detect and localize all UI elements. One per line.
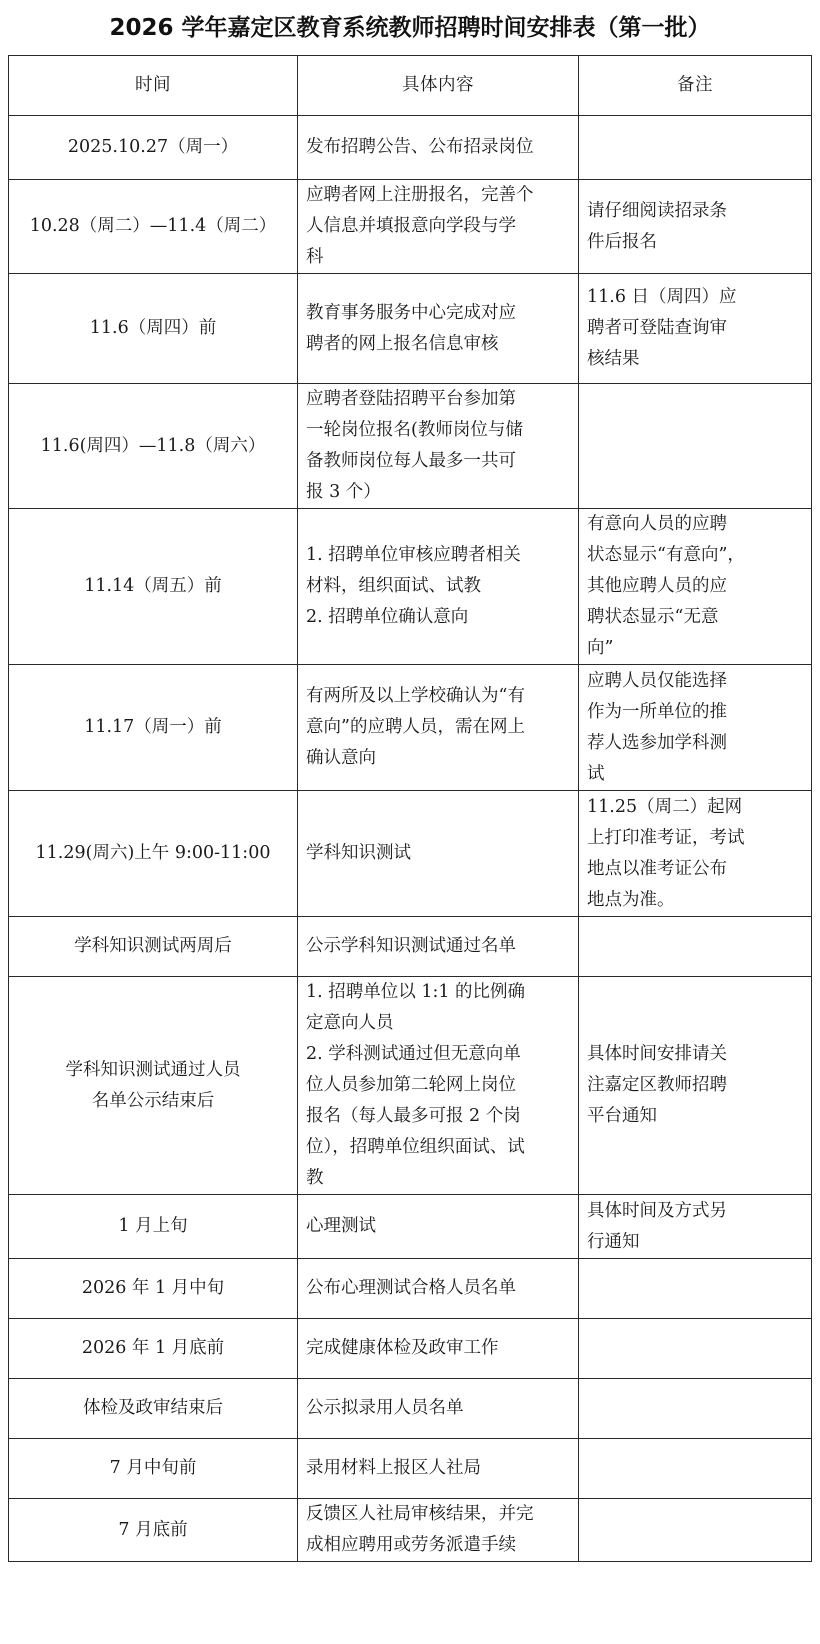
cell-content <box>298 791 579 917</box>
table-row <box>9 1195 812 1259</box>
cell-note-line: 11.25（周二）起网 <box>587 796 743 817</box>
cell-time: 2025.10.27（周一） <box>9 116 298 180</box>
cell-content-line: 发布招聘公告、公布招录岗位 <box>306 137 534 157</box>
table-row <box>9 665 812 791</box>
cell-content-line: 报名（每人最多可报 2 个岗 <box>306 1106 521 1126</box>
cell-content-line: 1. 招聘单位审核应聘者相关 <box>306 545 521 565</box>
cell-note <box>579 274 812 384</box>
table-row <box>9 1439 812 1499</box>
cell-content-line: 2. 学科测试通过但无意向单 <box>306 1044 521 1064</box>
cell-time <box>9 977 298 1195</box>
cell-content-line: 公示学科知识测试通过名单 <box>306 936 516 956</box>
cell-content-line: 人信息并填报意向学段与学 <box>306 216 516 236</box>
cell-note <box>579 1379 812 1439</box>
cell-content <box>298 977 579 1195</box>
cell-content <box>298 384 579 509</box>
cell-time: 11.6（周四）前 <box>9 274 298 384</box>
page-title: 2026 学年嘉定区教育系统教师招聘时间安排表（第一批） <box>109 15 711 41</box>
cell-time: 11.17（周一）前 <box>9 665 298 791</box>
cell-note <box>579 1259 812 1319</box>
header-note: 备注 <box>579 56 812 116</box>
cell-note <box>579 977 812 1195</box>
cell-content-line: 有两所及以上学校确认为“有 <box>306 686 525 706</box>
cell-note-line: 其他应聘人员的应 <box>587 576 727 596</box>
cell-content <box>298 180 579 274</box>
cell-content <box>298 1499 579 1562</box>
cell-note-line: 行通知 <box>587 1231 640 1252</box>
cell-note <box>579 384 812 509</box>
table-body <box>9 116 812 1562</box>
cell-time: 7 月中旬前 <box>9 1439 298 1499</box>
cell-note-line: 请仔细阅读招录条 <box>587 200 727 221</box>
cell-content-line: 完成健康体检及政审工作 <box>306 1338 499 1358</box>
cell-content <box>298 116 579 180</box>
cell-note-line: 聘者可登陆查询审 <box>587 318 727 338</box>
cell-content-line: 教 <box>306 1168 324 1188</box>
table-row <box>9 274 812 384</box>
cell-note <box>579 180 812 274</box>
cell-content-line: 成相应聘用或劳务派遣手续 <box>306 1535 516 1555</box>
header-time: 时间 <box>9 56 298 116</box>
cell-content-line: 1. 招聘单位以 1:1 的比例确 <box>306 982 526 1002</box>
cell-time-line: 名单公示结束后 <box>91 1090 215 1111</box>
cell-note-line: 注嘉定区教师招聘 <box>587 1075 727 1095</box>
cell-note <box>579 665 812 791</box>
table-row <box>9 180 812 274</box>
cell-time: 11.29(周六)上午 9:00-11:00 <box>9 791 298 917</box>
cell-note-line: 地点为准。 <box>587 889 675 910</box>
cell-time: 7 月底前 <box>9 1499 298 1562</box>
cell-content-line: 定意向人员 <box>306 1013 394 1033</box>
cell-note <box>579 1195 812 1259</box>
table-row <box>9 116 812 180</box>
cell-content-line: 教育事务服务中心完成对应 <box>306 302 516 323</box>
cell-content-line: 位），招聘单位组织面试、试 <box>306 1137 525 1157</box>
cell-note <box>579 1439 812 1499</box>
cell-note-line: 作为一所单位的推 <box>587 701 727 722</box>
cell-note-line: 状态显示“有意向”， <box>587 545 745 565</box>
cell-content-line: 聘者的网上报名信息审核 <box>306 333 499 354</box>
cell-content <box>298 274 579 384</box>
cell-note <box>579 791 812 917</box>
table-row <box>9 977 812 1195</box>
cell-content-line: 科 <box>306 247 324 267</box>
cell-note-line: 核结果 <box>587 349 640 369</box>
cell-content <box>298 509 579 665</box>
cell-time: 2026 年 1 月中旬 <box>9 1259 298 1319</box>
cell-content <box>298 665 579 791</box>
cell-note-line: 聘状态显示“无意 <box>587 607 719 627</box>
cell-note <box>579 509 812 665</box>
cell-note <box>579 1319 812 1379</box>
header-content: 具体内容 <box>298 56 579 116</box>
cell-content-line: 位人员参加第二轮网上岗位 <box>306 1075 516 1095</box>
cell-content <box>298 917 579 977</box>
table-row <box>9 917 812 977</box>
cell-note-line: 平台通知 <box>587 1106 657 1126</box>
cell-time: 学科知识测试两周后 <box>9 917 298 977</box>
cell-note-line: 具体时间安排请关 <box>587 1044 727 1064</box>
cell-note-line: 试 <box>587 763 605 784</box>
cell-content-line: 反馈区人社局审核结果，并完 <box>306 1504 534 1524</box>
cell-content <box>298 1379 579 1439</box>
cell-content-line: 心理测试 <box>306 1216 376 1236</box>
cell-note <box>579 116 812 180</box>
cell-time: 1 月上旬 <box>9 1195 298 1259</box>
cell-content <box>298 1195 579 1259</box>
cell-content-line: 应聘者网上注册报名，完善个 <box>306 185 534 205</box>
table-row <box>9 509 812 665</box>
table-row <box>9 1319 812 1379</box>
cell-content-line: 确认意向 <box>306 748 376 768</box>
cell-content-line: 报 3 个） <box>306 482 381 502</box>
cell-time-line: 学科知识测试通过人员 <box>65 1059 241 1080</box>
cell-content-line: 录用材料上报区人社局 <box>306 1458 481 1478</box>
table-header-row <box>9 56 812 116</box>
cell-time: 2026 年 1 月底前 <box>9 1319 298 1379</box>
cell-note <box>579 917 812 977</box>
cell-time: 10.28（周二）—11.4（周二） <box>9 180 298 274</box>
cell-note-line: 应聘人员仅能选择 <box>587 670 727 691</box>
table-row <box>9 1259 812 1319</box>
cell-time: 11.6(周四）—11.8（周六） <box>9 384 298 509</box>
cell-content-line: 公示拟录用人员名单 <box>306 1398 464 1418</box>
cell-note-line: 11.6 日（周四）应 <box>587 287 737 307</box>
cell-note-line: 有意向人员的应聘 <box>587 514 727 534</box>
cell-content <box>298 1259 579 1319</box>
cell-note-line: 荐人选参加学科测 <box>587 732 727 753</box>
schedule-table <box>8 55 812 1562</box>
cell-content-line: 学科知识测试 <box>306 843 411 863</box>
cell-content-line: 意向”的应聘人员，需在网上 <box>306 717 525 737</box>
cell-time: 11.14（周五）前 <box>9 509 298 665</box>
table-row <box>9 1499 812 1562</box>
cell-note-line: 件后报名 <box>587 231 657 252</box>
cell-content <box>298 1439 579 1499</box>
cell-content-line: 2. 招聘单位确认意向 <box>306 607 469 627</box>
cell-note-line: 向” <box>587 638 614 658</box>
cell-note-line: 上打印准考证，考试 <box>587 827 745 848</box>
table-row <box>9 384 812 509</box>
cell-content-line: 一轮岗位报名(教师岗位与储 <box>306 420 523 440</box>
cell-content-line: 公布心理测试合格人员名单 <box>306 1278 516 1298</box>
cell-note-line: 地点以准考证公布 <box>587 858 727 879</box>
cell-note <box>579 1499 812 1562</box>
cell-time: 体检及政审结束后 <box>9 1379 298 1439</box>
cell-note-line: 具体时间及方式另 <box>587 1200 727 1221</box>
cell-content-line: 备教师岗位每人最多一共可 <box>306 451 516 471</box>
table-row <box>9 791 812 917</box>
cell-content <box>298 1319 579 1379</box>
table-row <box>9 1379 812 1439</box>
cell-content-line: 材料，组织面试、试教 <box>306 576 481 596</box>
cell-content-line: 应聘者登陆招聘平台参加第 <box>306 389 516 409</box>
